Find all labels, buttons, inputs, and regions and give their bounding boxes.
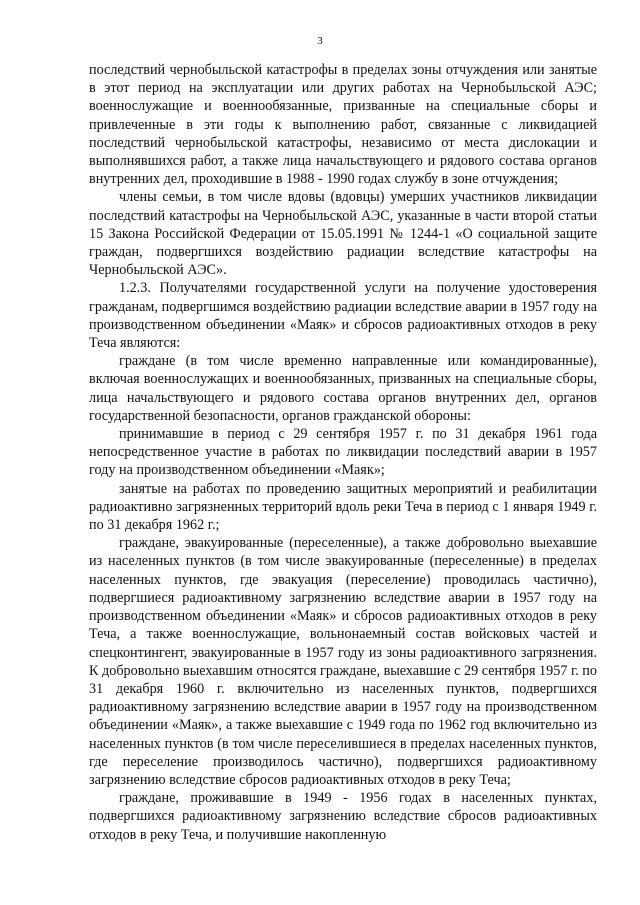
paragraph: принимавшие в период с 29 сентября 1957 г. по 31 декабря 1961 года непосредственное участие в работах по ликвидации последствий аварии в 1957 году на производственном объединении «Маяк»; — [89, 426, 597, 479]
page-number: 3 — [317, 35, 323, 47]
paragraph: граждане, эвакуированные (переселенные), а также добровольно выехавшие из населенных пунктов (в том числе эвакуированные (переселенные) в пределах населенных пунктов, где эвакуация (переселение) проводилась частично), подвергшиеся радиоактивному загрязнению вследствие аварии в 1957 году на производственном объединении «Маяк» и сбросов радиоактивных отходов в реку Теча, а также военнослужащие, вольнонаемный состав войсковых частей и спецконтингент, эвакуированные в 1957 году из зоны радиоактивного загрязнения. К добровольно выехавшим относятся граждане, выехавшие с 29 сентября 1957 г. по 31 декабря 1960 г. включительно из населенных пунктов, подвергшихся радиоактивному загрязнению вследствие аварии в 1957 году на производственном объединении «Маяк», а также выехавшие с 1949 года по 1962 год включительно из населенных пунктов (в том числе переселившиеся в пределах населенных пунктов, где переселение производилось частично), подвергшихся радиоактивному загрязнению вследствие сбросов радиоактивных отходов в реку Теча; — [89, 535, 597, 788]
paragraph: члены семьи, в том числе вдовы (вдовцы) умерших участников ликвидации последствий катастрофы на Чернобыльской АЭС, указанные в части второй статьи 15 Закона Российской Федерации от 15.05.1991 № 1244-1 «О социальной защите граждан, подвергшихся воздействию радиации вследствие катастрофы на Чернобыльской АЭС». — [89, 189, 597, 279]
paragraph: граждане (в том числе временно направленные или командированные), включая военнослужащих и военнообязанных, призванных на специальные сборы, лица начальствующего и рядового состава органов внутренних дел, органов государственной безопасности, органов гражданской обороны: — [89, 353, 597, 424]
paragraph: 1.2.3. Получателями государственной услуги на получение удостоверения гражданам, подвергшимся воздействию радиации вследствие аварии в 1957 году на производственном объединении «Маяк» и сбросов радиоактивных отходов в реку Теча являются: — [89, 280, 597, 352]
paragraph: граждане, проживавшие в 1949 - 1956 годах в населенных пунктах, подвергшихся радиоактивному загрязнению вследствие сбросов радиоактивных отходов в реку Теча, и получившие накопленную — [89, 790, 597, 843]
paragraph: занятые на работах по проведению защитных мероприятий и реабилитации радиоактивно загрязненных территорий вдоль реки Теча в период с 1 января 1949 г. по 31 декабря 1962 г.; — [89, 480, 597, 534]
paragraph: последствий чернобыльской катастрофы в пределах зоны отчуждения или занятые в этот период на эксплуатации или других работах на Чернобыльской АЭС; военнослужащие и военнообязанные, призванные на специальные сборы и привлеченные в эти годы к выполнению работ, связанные с ликвидацией последствий чернобыльской катастрофы, независимо от места дислокации и выполнявшихся работ, а также лица начальствующего и рядового состава органов внутренних дел, проходившие в 1988 - 1990 годах службу в зоне отчуждения; — [89, 62, 597, 188]
document-body — [89, 61, 597, 844]
